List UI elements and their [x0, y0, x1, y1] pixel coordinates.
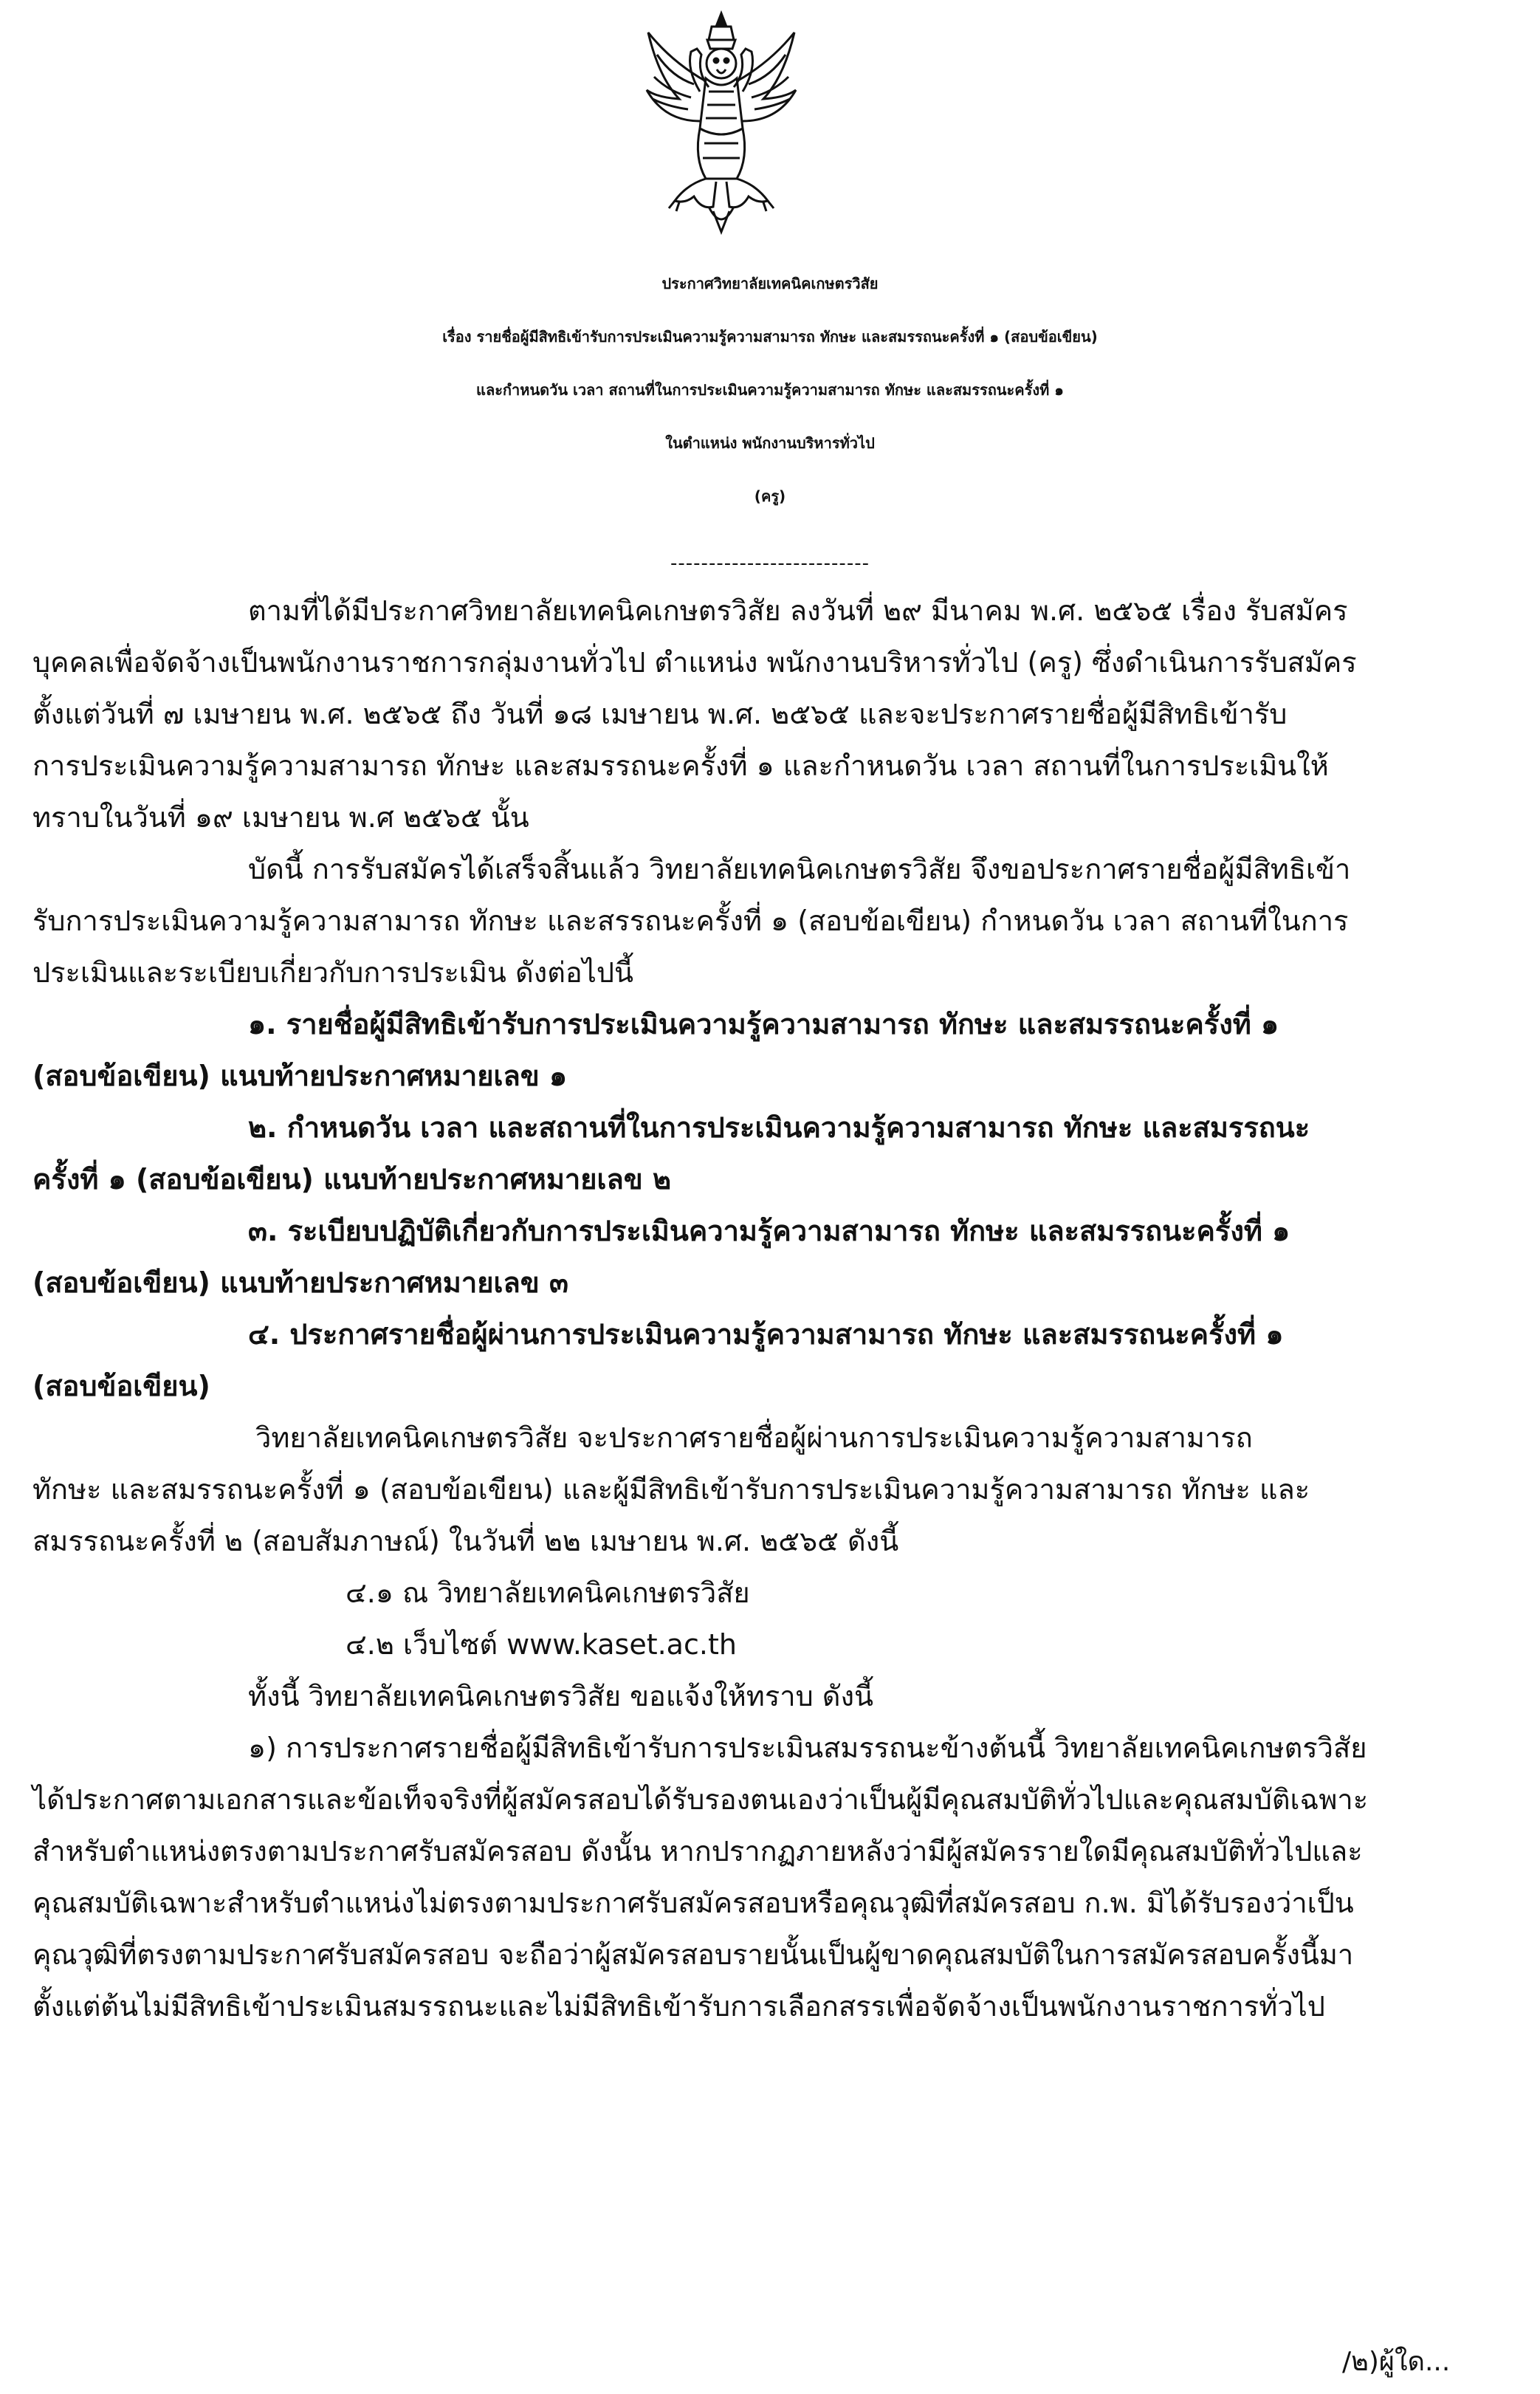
- paragraph-1-line: ทราบในวันที่ ๑๙ เมษายน พ.ศ ๒๕๖๕ นั้น: [32, 801, 529, 834]
- item-1-continued: (สอบข้อเขียน) แนบท้ายประกาศหมายเลข ๑: [32, 1060, 568, 1092]
- sub-item-4-1: ๔.๑ ณ วิทยาลัยเทคนิคเกษตรวิสัย: [346, 1577, 750, 1609]
- sub-item-4-2: ๔.๒ เว็บไซต์ www.kaset.ac.th: [346, 1628, 737, 1661]
- paragraph-3-line: สมรรถนะครั้งที่ ๒ (สอบสัมภาษณ์) ในวันที่ ๒๒ เมษายน พ.ศ. ๒๕๖๕ ดังนี้: [32, 1525, 899, 1557]
- item-3-continued: (สอบข้อเขียน) แนบท้ายประกาศหมายเลข ๓: [32, 1266, 568, 1299]
- item-4: ๔. ประกาศรายชื่อผู้ผ่านการประเมินความรู้ความสามารถ ทักษะ และสมรรถนะครั้งที่ ๑: [248, 1318, 1284, 1351]
- item-4-continued: (สอบข้อเขียน): [32, 1370, 210, 1402]
- paragraph-5-line: คุณสมบัติเฉพาะสำหรับตำแหน่งไม่ตรงตามประกาศรับสมัครสอบหรือคุณวุฒิที่สมัครสอบ ก.พ. มิได้รับรองว่าเป็น: [32, 1887, 1354, 1919]
- paragraph-2-line: รับการประเมินความรู้ความสามารถ ทักษะ และสรรถนะครั้งที่ ๑ (สอบข้อเขียน) กำหนดวัน เวลา สถานที่ในการ: [32, 905, 1349, 937]
- next-page-marker: /๒)ผู้ใด...: [1342, 2347, 1451, 2377]
- item-2-continued: ครั้งที่ ๑ (สอบข้อเขียน) แนบท้ายประกาศหมายเลข ๒: [32, 1163, 672, 1196]
- paragraph-5-line: คุณวุฒิที่ตรงตามประกาศรับสมัครสอบ จะถือว่าผู้สมัครสอบรายนั้นเป็นผู้ขาดคุณสมบัติในการสมัครสอบครั้งนี้มา: [32, 1938, 1354, 1971]
- item-2: ๒. กำหนดวัน เวลา และสถานที่ในการประเมินความรู้ความสามารถ ทักษะ และสมรรถนะ: [248, 1111, 1310, 1144]
- paragraph-1-line: บุคคลเพื่อจัดจ้างเป็นพนักงานราชการกลุ่มงานทั่วไป ตำแหน่ง พนักงานบริหารทั่วไป (ครู) ซึ่งดำเนินการรับสมัคร: [32, 646, 1357, 679]
- item-1: ๑. รายชื่อผู้มีสิทธิเข้ารับการประเมินความรู้ความสามารถ ทักษะ และสมรรถนะครั้งที่ ๑: [248, 1008, 1279, 1040]
- paragraph-2-line: ประเมินและระเบียบเกี่ยวกับการประเมิน ดังต่อไปนี้: [32, 956, 633, 989]
- paragraph-5-line: ๑) การประกาศรายชื่อผู้มีสิทธิเข้ารับการประเมินสมรรถนะข้างต้นนี้ วิทยาลัยเทคนิคเกษตรวิสัย: [248, 1732, 1367, 1764]
- paragraph-5-line: ตั้งแต่ต้นไม่มีสิทธิเข้าประเมินสมรรถนะและไม่มีสิทธิเข้ารับการเลือกสรรเพื่อจัดจ้างเป็นพนักงานราชการทั่วไป: [32, 1990, 1325, 2023]
- subject-line-2: และกำหนดวัน เวลา สถานที่ในการประเมินความรู้ความสามารถ ทักษะ และสมรรถนะครั้งที่ ๑: [476, 381, 1064, 399]
- paragraph-1-line: ตั้งแต่วันที่ ๗ เมษายน พ.ศ. ๒๕๖๕ ถึง วันที่ ๑๘ เมษายน พ.ศ. ๒๕๖๕ และจะประกาศรายชื่อผู้มีสิทธิเข้ารับ: [32, 698, 1288, 730]
- subject-line-1: เรื่อง รายชื่อผู้มีสิทธิเข้ารับการประเมินความรู้ความสามารถ ทักษะ และสมรรถนะครั้งที่ ๑ (สอบข้อเขียน): [442, 328, 1098, 346]
- page-title: ประกาศวิทยาลัยเทคนิคเกษตรวิสัย: [661, 275, 879, 292]
- paragraph-5-line: สำหรับตำแหน่งตรงตามประกาศรับสมัครสอบ ดังนั้น หากปรากฏภายหลังว่ามีผู้สมัครรายใดมีคุณสมบัติทั่วไปและ: [32, 1835, 1363, 1867]
- paragraph-3-line: ทักษะ และสมรรถนะครั้งที่ ๑ (สอบข้อเขียน) และผู้มีสิทธิเข้ารับการประเมินความรู้ความสามารถ ทักษะ และ: [32, 1473, 1310, 1506]
- paragraph-3-line: วิทยาลัยเทคนิคเกษตรวิสัย จะประกาศรายชื่อผู้ผ่านการประเมินความรู้ความสามารถ: [255, 1421, 1253, 1454]
- subject-line-3: ในตำแหน่ง พนักงานบริหารทั่วไป: [665, 434, 875, 452]
- paragraph-2-line: บัดนี้ การรับสมัครได้เสร็จสิ้นแล้ว วิทยาลัยเทคนิคเกษตรวิสัย จึงขอประกาศรายชื่อผู้มีสิทธิเข้า: [248, 853, 1351, 885]
- paragraph-5-line: ได้ประกาศตามเอกสารและข้อเท็จจริงที่ผู้สมัครสอบได้รับรองตนเองว่าเป็นผู้มีคุณสมบัติทั่วไปและคุณสมบัติเฉพาะ: [32, 1783, 1369, 1816]
- paragraph-1-line: การประเมินความรู้ความสามารถ ทักษะ และสมรรถนะครั้งที่ ๑ และกำหนดวัน เวลา สถานที่ในการประเมินให้: [32, 750, 1329, 782]
- garuda-emblem: [642, 10, 800, 238]
- paragraph-4: ทั้งนี้ วิทยาลัยเทคนิคเกษตรวิสัย ขอแจ้งให้ทราบ ดังนี้: [248, 1680, 873, 1712]
- item-3: ๓. ระเบียบปฏิบัติเกี่ยวกับการประเมินความรู้ความสามารถ ทักษะ และสมรรถนะครั้งที่ ๑: [248, 1215, 1290, 1247]
- paragraph-1-line: ตามที่ได้มีประกาศวิทยาลัยเทคนิคเกษตรวิสัย ลงวันที่ ๒๙ มีนาคม พ.ศ. ๒๕๖๕ เรื่อง รับสมัคร: [248, 594, 1348, 627]
- separator-line: --------------------------: [670, 552, 870, 575]
- subject-line-4: (ครู): [754, 487, 786, 505]
